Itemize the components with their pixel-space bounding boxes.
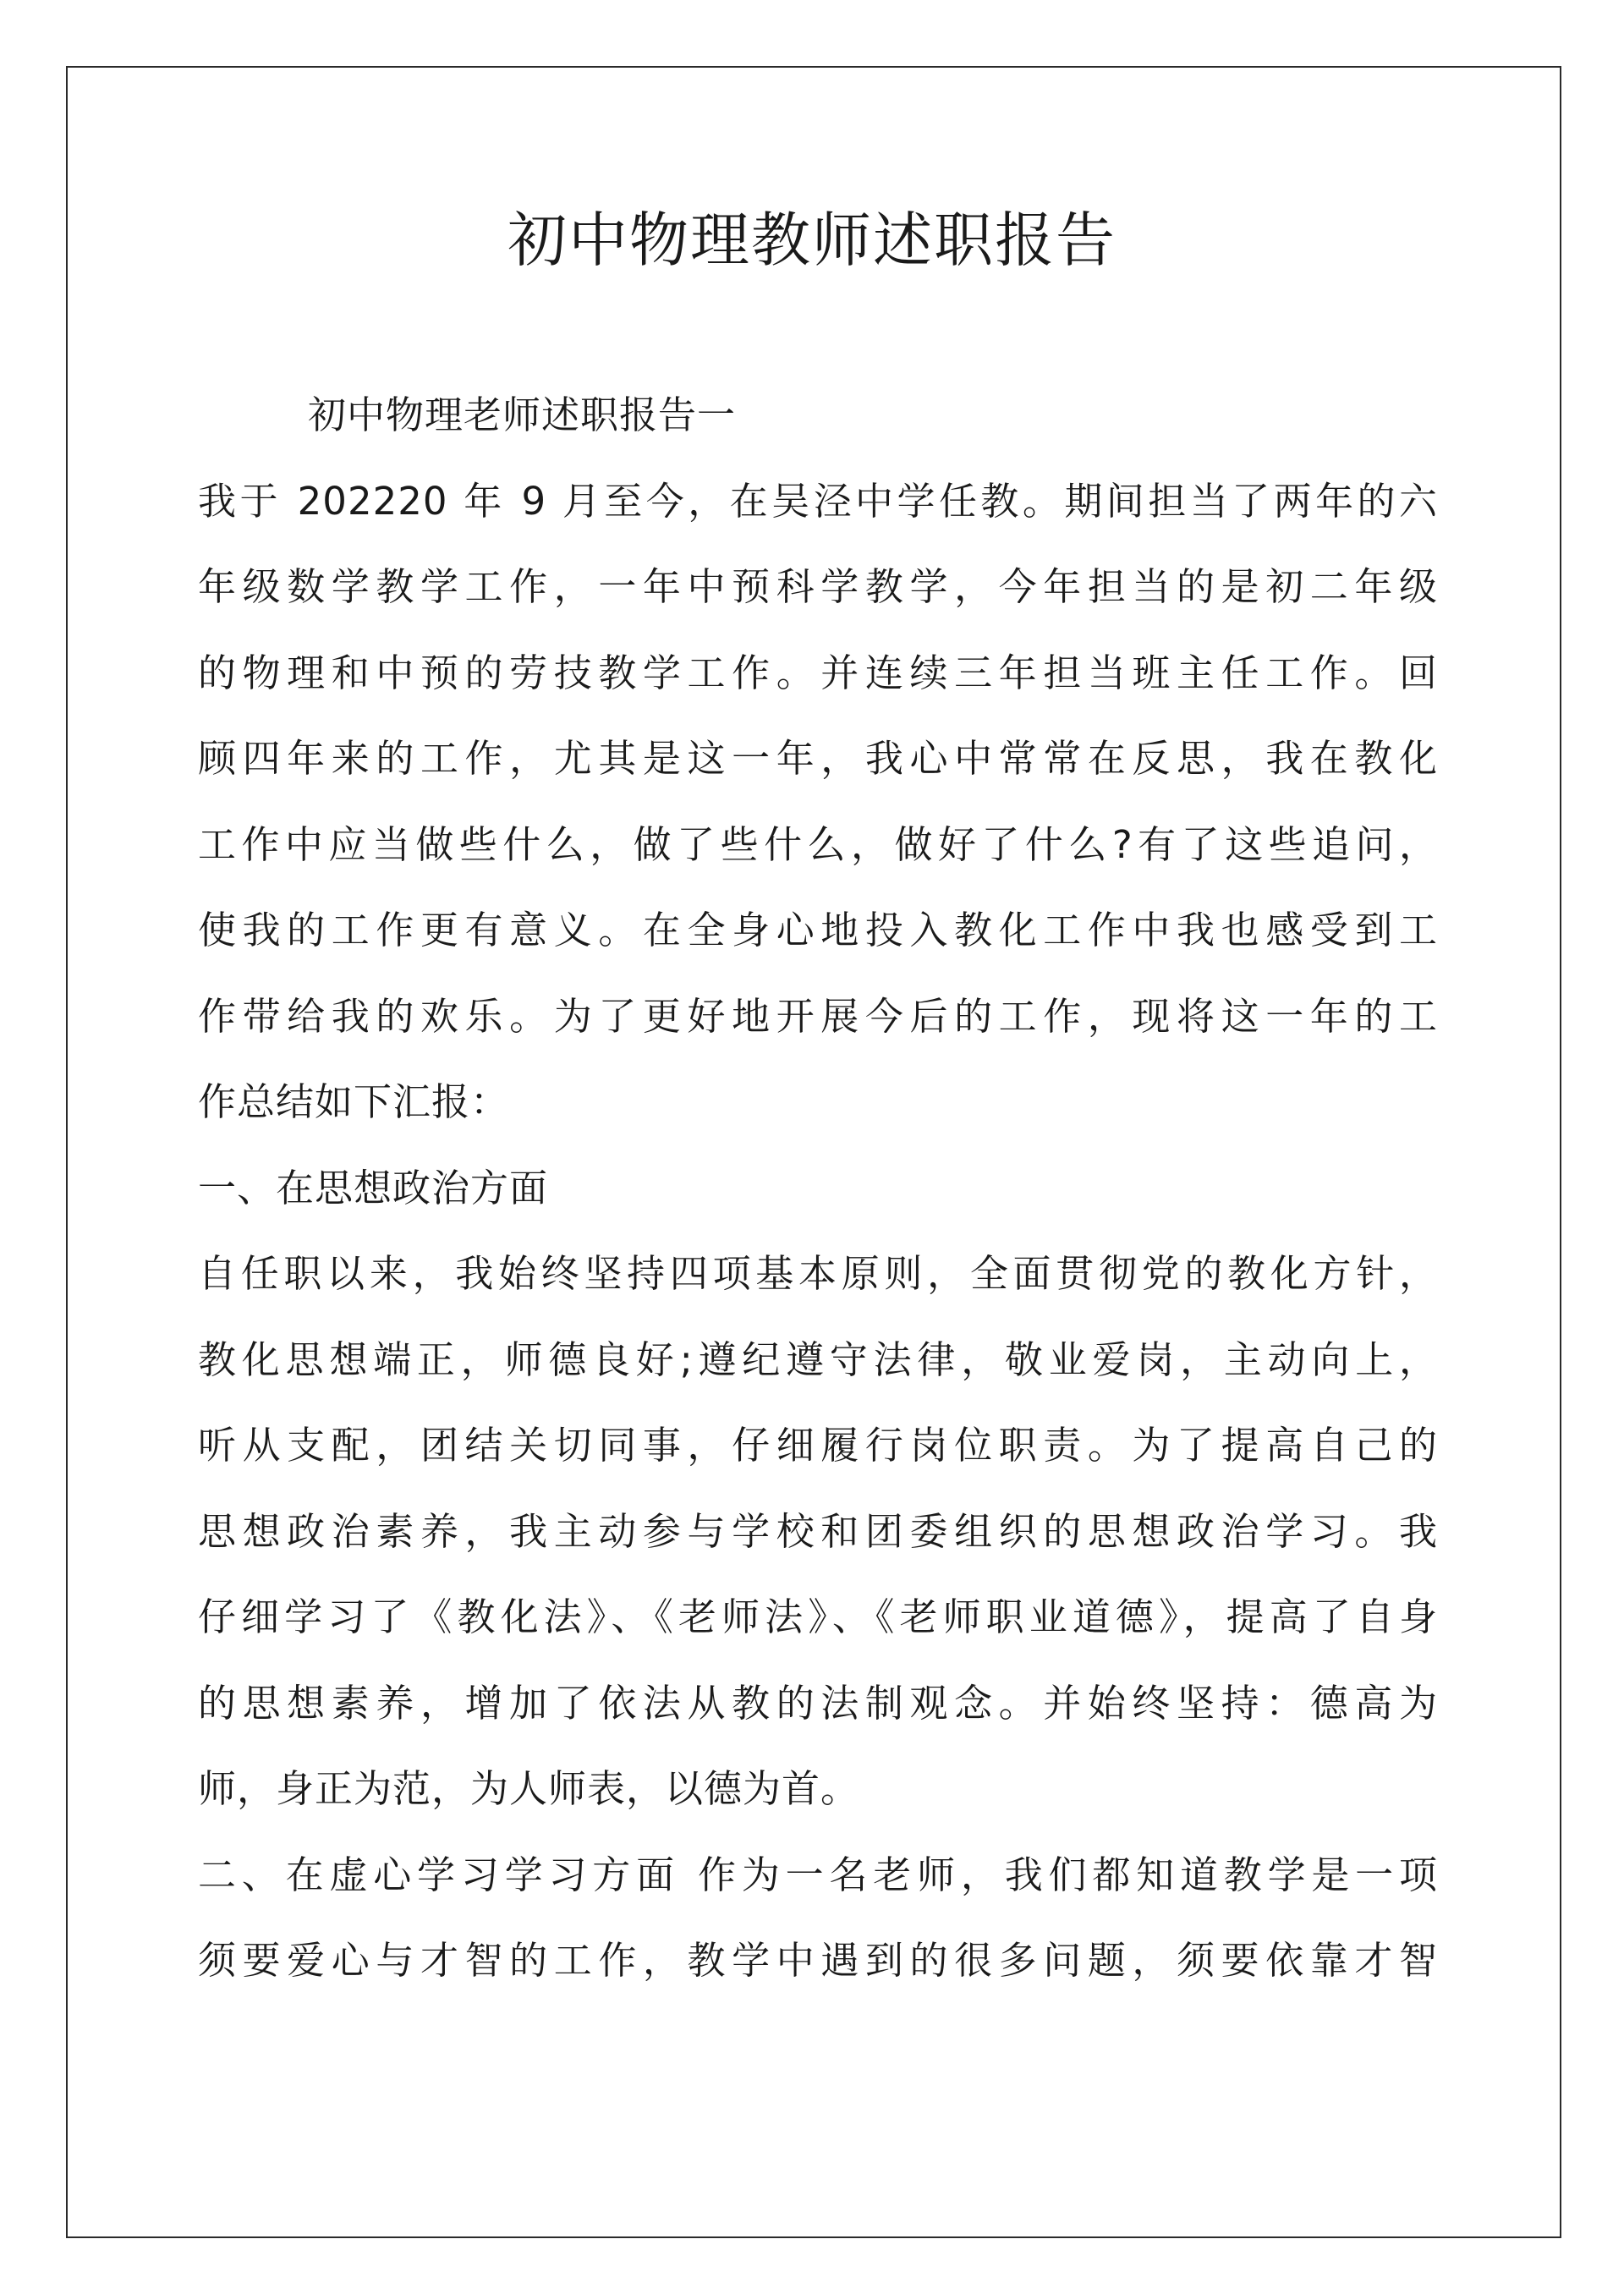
body-line: 须要爱心与才智的工作，教学中遇到的很多问题，须要依靠才智 xyxy=(198,1938,1438,1983)
body-line: 顾四年来的工作，尤其是这一年，我心中常常在反思，我在教化 xyxy=(198,736,1438,781)
section-heading: 一、在思想政治方面 xyxy=(198,1165,549,1210)
body-line: 作带给我的欢乐。为了更好地开展今后的工作，现将这一年的工 xyxy=(198,993,1438,1039)
body-line: 年级数学教学工作，一年中预科学教学，今年担当的是初二年级 xyxy=(198,564,1438,609)
document-title: 初中物理教师述职报告 xyxy=(508,206,1116,275)
body-line: 思想政治素养，我主动参与学校和团委组织的思想政治学习。我 xyxy=(198,1508,1438,1554)
body-line: 仔细学习了《教化法》、《老师法》、《老师职业道德》，提高了自身 xyxy=(198,1594,1438,1639)
body-line: 自任职以来，我始终坚持四项基本原则，全面贯彻党的教化方针， xyxy=(198,1251,1438,1296)
body-line: 的物理和中预的劳技教学工作。并连续三年担当班主任工作。回 xyxy=(198,650,1438,695)
body-line: 使我的工作更有意义。在全身心地投入教化工作中我也感受到工 xyxy=(198,908,1438,952)
body-line: 的思想素养，增加了依法从教的法制观念。并始终坚持：德高为 xyxy=(198,1680,1438,1726)
body-line: 听从支配，团结关切同事，仔细履行岗位职责。为了提高自己的 xyxy=(198,1423,1438,1468)
body-line: 工作中应当做些什么，做了些什么，做好了什么?有了这些追问， xyxy=(198,821,1438,867)
document-body xyxy=(198,372,1438,2004)
section-heading: 二、在虚心学习学习方面 作为一名老师，我们都知道教学是一项 xyxy=(198,1852,1438,1897)
body-line: 初中物理老师述职报告一 xyxy=(308,392,737,437)
body-line: 教化思想端正，师德良好;遵纪遵守法律，敬业爱岗，主动向上， xyxy=(198,1336,1438,1382)
body-line: 作总结如下汇报： xyxy=(198,1079,510,1124)
body-line: 师，身正为范，为人师表，以德为首。 xyxy=(198,1766,860,1811)
body-line: 我于 202220 年 9 月至今，在吴泾中学任教。期间担当了两年的六 xyxy=(198,478,1438,524)
